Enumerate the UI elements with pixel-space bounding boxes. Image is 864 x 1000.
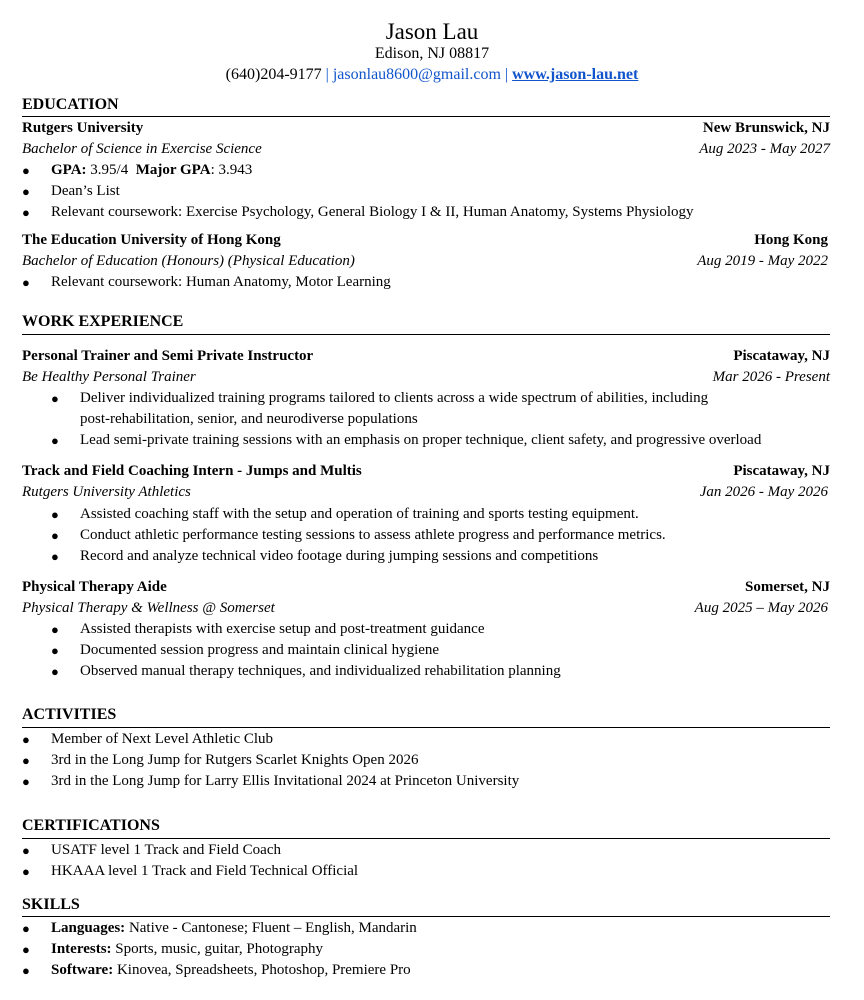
skill-label: Software:: [51, 962, 114, 978]
dates: Jan 2026 - May 2026: [699, 484, 828, 500]
separator: |: [321, 66, 333, 83]
bullet-icon: ●: [22, 732, 30, 747]
bullet-icon: ●: [22, 921, 30, 936]
gpa-label: GPA:: [51, 162, 87, 178]
bullet-text: Documented session progress and maintain clinical hygiene: [80, 642, 440, 658]
bullet-text: Dean’s List: [51, 183, 120, 199]
job-title: Physical Therapy Aide: [22, 579, 167, 595]
email-link[interactable]: jasonlau8600@gmail.com: [332, 66, 501, 83]
bullet-icon: ●: [22, 184, 30, 199]
bullet-text: Relevant coursework: Exercise Psychology, General Biology I & II, Human Anatomy, Systems Physiology: [51, 204, 694, 220]
school-location: New Brunswick, NJ: [702, 120, 830, 136]
address: Edison, NJ 08817: [374, 45, 490, 62]
bullet-icon: ●: [22, 275, 30, 290]
bullet-icon: ●: [22, 942, 30, 957]
dates: Mar 2026 - Present: [712, 369, 830, 385]
bullet-text: Lead semi-private training sessions with an emphasis on proper technique, client safety, and progressive overload: [80, 432, 762, 448]
school-location: Hong Kong: [754, 232, 828, 248]
bullet-icon: ●: [51, 507, 59, 522]
resume-name: Jason Lau: [385, 19, 479, 44]
bullet-text: 3rd in the Long Jump for Rutgers Scarlet Knights Open 2026: [51, 752, 419, 768]
bullet-text-continued: post-rehabilitation, senior, and neurodiverse populations: [80, 411, 418, 427]
bullet-text: Member of Next Level Athletic Club: [51, 731, 274, 747]
bullet-icon: ●: [51, 391, 59, 406]
skill-label: Interests:: [51, 941, 112, 957]
employer: Rutgers University Athletics: [22, 484, 191, 500]
bullet-icon: ●: [22, 753, 30, 768]
school-name: The Education University of Hong Kong: [22, 232, 281, 248]
job-title: Track and Field Coaching Intern - Jumps and Multis: [22, 463, 362, 479]
degree: Bachelor of Education (Honours) (Physical Education): [22, 253, 355, 269]
section-divider: [22, 334, 830, 335]
major-gpa-value: : 3.943: [210, 162, 253, 178]
bullet-icon: ●: [22, 774, 30, 789]
section-education-title: EDUCATION: [22, 96, 119, 113]
section-work-title: WORK EXPERIENCE: [22, 313, 184, 330]
phone: (640)204-9177: [225, 66, 322, 83]
skill-value: Sports, music, guitar, Photography: [111, 941, 324, 957]
dates: Aug 2019 - May 2022: [697, 253, 828, 269]
section-activities-title: ACTIVITIES: [22, 706, 117, 723]
bullet-icon: ●: [51, 622, 59, 637]
major-gpa-label: Major GPA: [135, 162, 211, 178]
skill-interests: [51, 942, 323, 957]
bullet-text: Assisted therapists with exercise setup and post-treatment guidance: [80, 621, 485, 637]
dates: Aug 2023 - May 2027: [699, 141, 830, 157]
skill-languages: [51, 921, 417, 936]
section-skills-title: SKILLS: [22, 896, 80, 913]
school-name: Rutgers University: [22, 120, 144, 136]
job-location: Piscataway, NJ: [733, 463, 830, 479]
bullet-icon: ●: [22, 205, 30, 220]
employer: Physical Therapy & Wellness @ Somerset: [22, 600, 275, 616]
dates: Aug 2025 – May 2026: [694, 600, 828, 616]
bullet-text: Deliver individualized training programs tailored to clients across a wide spectrum of abilities, including: [80, 390, 709, 406]
separator: |: [500, 66, 513, 83]
bullet-text: Record and analyze technical video footage during jumping sessions and competitions: [80, 548, 599, 564]
bullet-icon: ●: [22, 963, 30, 978]
skill-value: Native - Cantonese; Fluent – English, Mandarin: [125, 920, 417, 936]
skill-software: [51, 963, 411, 978]
section-certifications-title: CERTIFICATIONS: [22, 817, 160, 834]
section-divider: [22, 116, 830, 117]
bullet-icon: ●: [51, 643, 59, 658]
job-location: Somerset, NJ: [745, 579, 830, 595]
job-location: Piscataway, NJ: [733, 348, 830, 364]
gpa-value: 3.95/4: [86, 162, 129, 178]
bullet-text: Conduct athletic performance testing sessions to assess athlete progress and performance metrics.: [80, 527, 666, 543]
website-link[interactable]: www.jason-lau.net: [512, 66, 639, 83]
section-divider: [22, 838, 830, 839]
bullet-text: Observed manual therapy techniques, and individualized rehabilitation planning: [80, 663, 561, 679]
bullet-icon: ●: [22, 163, 30, 178]
skill-label: Languages:: [51, 920, 126, 936]
bullet-text: USATF level 1 Track and Field Coach: [51, 842, 281, 858]
bullet-icon: ●: [22, 864, 30, 879]
bullet-icon: ●: [51, 433, 59, 448]
skill-value: Kinovea, Spreadsheets, Photoshop, Premiere Pro: [113, 962, 411, 978]
bullet-icon: ●: [51, 528, 59, 543]
job-title: Personal Trainer and Semi Private Instructor: [22, 348, 314, 364]
bullet-icon: ●: [22, 843, 30, 858]
bullet-text: Assisted coaching staff with the setup and operation of training and sports testing equipment.: [80, 506, 639, 522]
section-divider: [22, 727, 830, 728]
bullet-text: HKAAA level 1 Track and Field Technical Official: [51, 863, 359, 879]
contact-line: [0, 67, 864, 83]
employer: Be Healthy Personal Trainer: [22, 369, 196, 385]
bullet-icon: ●: [51, 549, 59, 564]
bullet-text: 3rd in the Long Jump for Larry Ellis Invitational 2024 at Princeton University: [51, 773, 520, 789]
section-divider: [22, 916, 830, 917]
gpa-line: [51, 163, 252, 178]
bullet-text: Relevant coursework: Human Anatomy, Motor Learning: [51, 274, 391, 290]
degree: Bachelor of Science in Exercise Science: [22, 141, 262, 157]
bullet-icon: ●: [51, 664, 59, 679]
